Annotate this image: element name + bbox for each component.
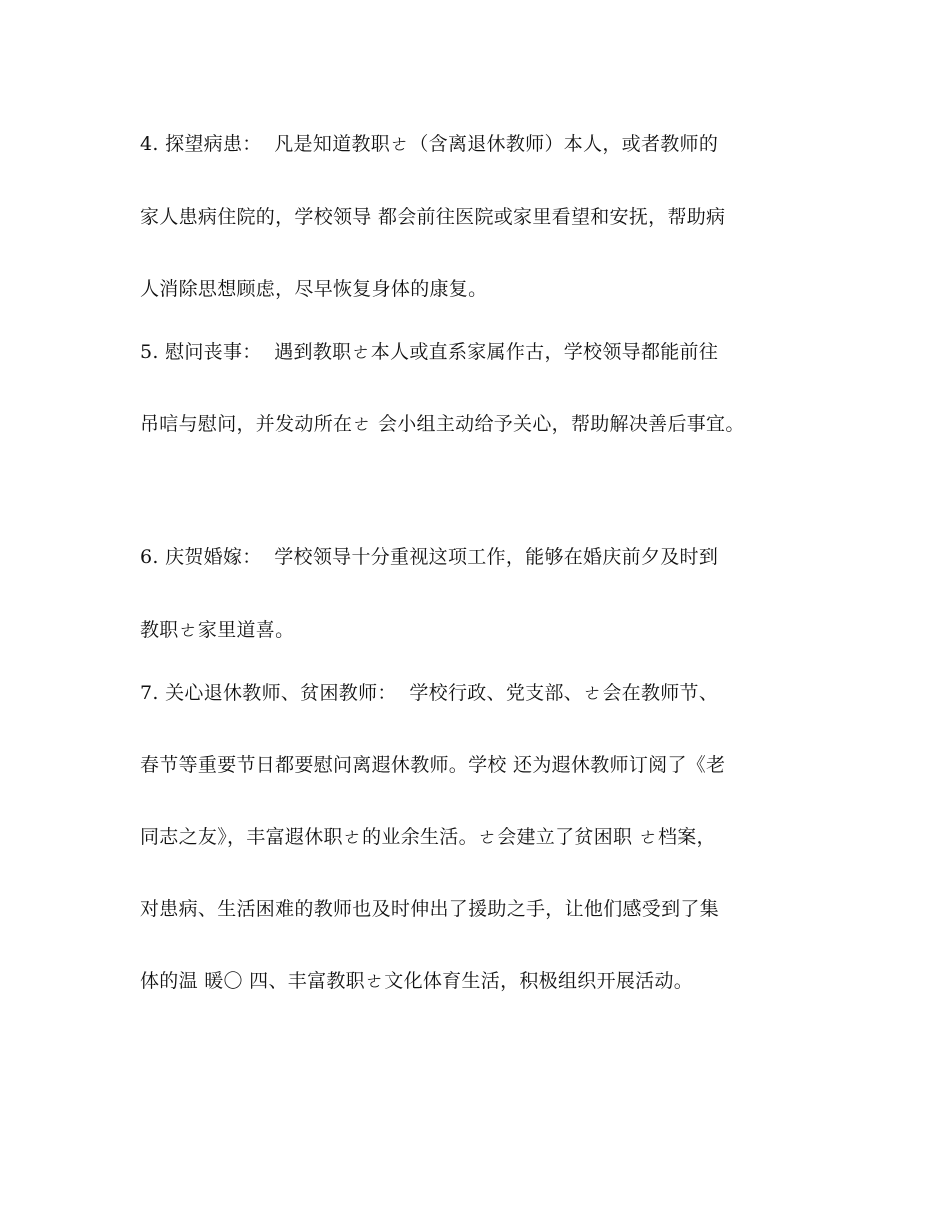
text-line-item7-1: 7. 关心退休教师、贫困教师： 学校行政、党支部、ㄜ会在教师节、 [140,682,719,704]
text-line-item7-4: 对患病、生活困难的教师也及时伸出了援助之手，让他们感受到了集 [140,898,720,920]
text-line-item6-2: 教职ㄜ家里道喜。 [140,619,295,641]
text-line-item5-1: 5. 慰问丧事： 遇到教职ㄜ本人或直系家属作古，学校领导都能前往 [140,341,719,363]
text-line-item4-2: 家人患病住院的，学校领导 都会前往医院或家里看望和安抚，帮助病 [140,206,726,228]
text-line-item7-5: 体的温 暖〇 四、丰富教职ㄜ文化体育生活，积极组织开展活动。 [140,970,694,992]
text-line-item7-2: 春节等重要节日都要慰问离遐休教师。学校 还为遐休教师订阅了《老 [140,754,726,776]
text-line-item4-1: 4. 探望病患： 凡是知道教职ㄜ（含离退休教师）本人，或者教师的 [140,133,719,155]
text-line-item7-3: 同志之友》，丰富遐休职ㄜ的业余生活。ㄜ会建立了贫困职 ㄜ档案， [140,826,716,848]
text-line-item5-2: 吊唁与慰问，并发动所在ㄜ 会小组主动给予关心，帮助解决善后事宜。 [140,413,745,435]
text-line-item4-3: 人消除思想顾虑，尽早恢复身体的康复。 [140,278,488,300]
text-line-item6-1: 6. 庆贺婚嫁： 学校领导十分重视这项工作，能够在婚庆前夕及时到 [140,546,719,568]
